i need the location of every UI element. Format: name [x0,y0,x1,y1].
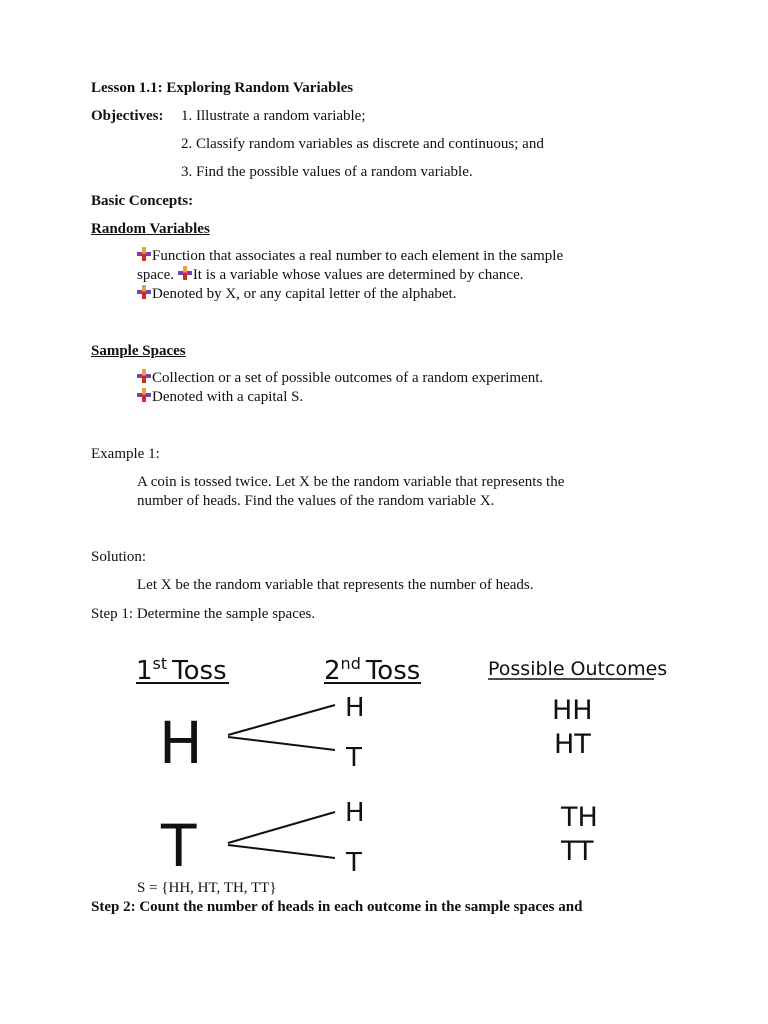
objectives-label: Objectives: [91,108,164,124]
step-2: Step 2: Count the number of heads in each outcome in the sample spaces and [91,899,583,915]
lesson-title: Lesson 1.1: Exploring Random Variables [91,80,354,96]
sample-spaces-heading: Sample Spaces [91,343,186,359]
second-toss-header: 2nd Toss [324,654,421,686]
solution-text: Let X be the random variable that represents the number of heads. [137,577,534,593]
basic-concepts-heading: Basic Concepts: [91,193,194,209]
first-toss-h: H [159,709,203,777]
objective-2: 2. Classify random variables as discrete and continuous; and [181,136,544,152]
branch-line-h-h [228,705,335,735]
sample-space-set: S = {HH, HT, TH, TT} [137,880,277,896]
ss-bullet-1-text: Collection or a set of possible outcomes of a random experiment. [152,370,544,386]
second-toss-h-after-h: H [345,693,365,723]
branch-line-h-t [228,737,335,750]
step-1: Step 1: Determine the sample spaces. [91,606,316,622]
first-toss-header: 1st Toss [136,654,227,686]
outcome-tt: TT [561,836,594,867]
outcome-hh: HH [552,695,593,726]
random-variables-heading: Random Variables [91,221,210,237]
rv-bullet-2-text: It is a variable whose values are determined by chance. [192,267,524,283]
rv-bullet-1-text: Function that associates a real number to each element in the sample [152,248,564,264]
example-label: Example 1: [91,446,160,462]
example-line-1: A coin is tossed twice. Let X be the random variable that represents the [137,474,565,490]
ss-bullet-2-text: Denoted with a capital S. [152,389,304,405]
objective-3: 3. Find the possible values of a random variable. [181,164,473,180]
example-line-2: number of heads. Find the values of the random variable X. [137,493,495,509]
outcome-ht: HT [554,729,591,760]
rv-bullet-3-text: Denoted by X, or any capital letter of the alphabet. [152,286,457,302]
possible-outcomes-header: Possible Outcomes [488,658,668,680]
rv-line2-start: space. [137,267,178,283]
second-toss-h-after-t: H [345,798,365,828]
first-toss-t: T [161,812,197,880]
solution-label: Solution: [91,549,147,565]
second-toss-t-after-t: T [346,848,362,878]
outcome-th: TH [561,802,598,833]
branch-line-t-h [228,812,335,843]
second-toss-t-after-h: T [346,743,362,773]
branch-line-t-t [228,845,335,858]
objective-1: 1. Illustrate a random variable; [181,108,366,124]
